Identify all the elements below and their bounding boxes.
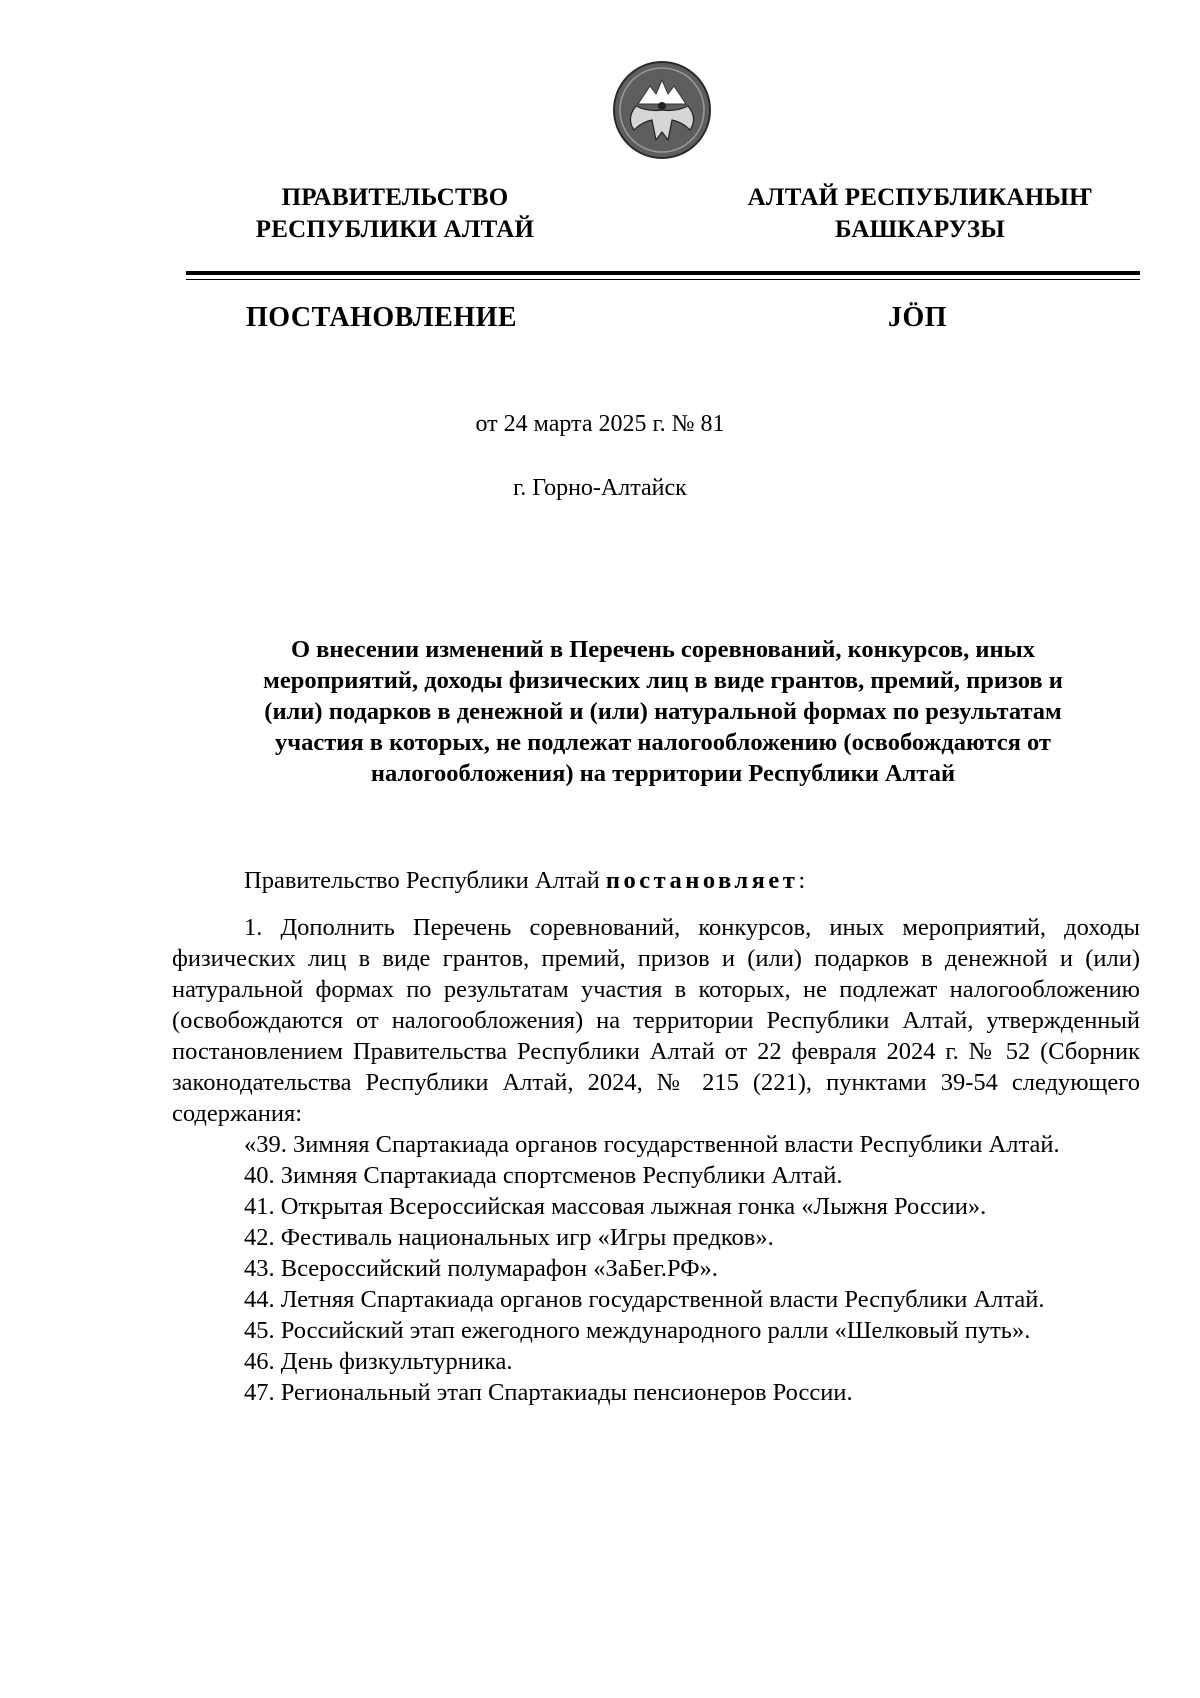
header-alt-line2: БАШКАРУЗЫ xyxy=(834,216,1006,243)
document-body xyxy=(172,865,1140,1408)
paragraph-1: 1. Дополнить Перечень соревнований, конкурсов, иных мероприятий, доходы физических лиц в виде грантов, премий, призов и (или) подарков в денежной и (или) натуральной формах по результатам участия в которых, не подлежат налогообложению (освобождаются от налогообложения) на территории Республики Алтай, утвержденный постановлением Правительства Республики Алтай от 22 февраля 2024 г. № 52 (Сборник законодательства Республики Алтай, 2024, № 215 (221), пунктами 39-54 следующего содержания: xyxy=(172,914,1140,1127)
header-divider-thin xyxy=(186,279,1140,280)
list-item: 47. Региональный этап Спартакиады пенсионеров России. xyxy=(244,1379,853,1406)
list-item: 46. День физкультурника. xyxy=(244,1348,513,1375)
header-alt-line1: АЛТАЙ РЕСПУБЛИКАНЫҤ xyxy=(747,184,1093,211)
title-line: (или) подарков в денежной и (или) натуральной формах по результатам xyxy=(264,698,1062,725)
preamble-emphasis: постановляет xyxy=(605,867,799,894)
title-line: О внесении изменений в Перечень соревнований, конкурсов, иных xyxy=(290,636,1036,663)
header-ru xyxy=(210,182,580,246)
document-date-number: от 24 марта 2025 г. № 81 xyxy=(475,411,725,437)
list-item: «39. Зимняя Спартакиада органов государственной власти Республики Алтай. xyxy=(244,1131,1060,1158)
doc-type-ru: ПОСТАНОВЛЕНИЕ xyxy=(246,302,518,333)
list-item: 42. Фестиваль национальных игр «Игры предков». xyxy=(244,1224,774,1251)
list-item: 45. Российский этап ежегодного международного ралли «Шелковый путь». xyxy=(244,1317,1031,1344)
header-divider-thick xyxy=(186,271,1140,275)
coat-of-arms-emblem xyxy=(612,60,712,160)
title-line: налогообложения) на территории Республики Алтай xyxy=(370,760,956,787)
document-title xyxy=(186,634,1140,789)
header-ru-line1: ПРАВИТЕЛЬСТВО xyxy=(281,184,509,211)
list-item: 44. Летняя Спартакиада органов государственной власти Республики Алтай. xyxy=(244,1286,1045,1313)
preamble xyxy=(172,865,1140,896)
preamble-text: Правительство Республики Алтай xyxy=(244,867,606,894)
header-ru-line2: РЕСПУБЛИКИ АЛТАЙ xyxy=(255,216,535,243)
preamble-suffix: : xyxy=(798,867,806,894)
doc-type-alt: JÖП xyxy=(888,302,948,333)
title-line: мероприятий, доходы физических лиц в виде грантов, премий, призов и xyxy=(263,667,1063,694)
header-alt xyxy=(700,182,1140,246)
list-item: 40. Зимняя Спартакиада спортсменов Республики Алтай. xyxy=(244,1162,843,1189)
list-item: 41. Открытая Всероссийская массовая лыжная гонка «Лыжня России». xyxy=(244,1193,987,1220)
list-item: 43. Всероссийский полумарафон «ЗаБег.РФ». xyxy=(244,1255,718,1282)
document-city: г. Горно-Алтайск xyxy=(513,475,687,501)
title-line: участия в которых, не подлежат налогообложению (освобождаются от xyxy=(275,729,1051,756)
